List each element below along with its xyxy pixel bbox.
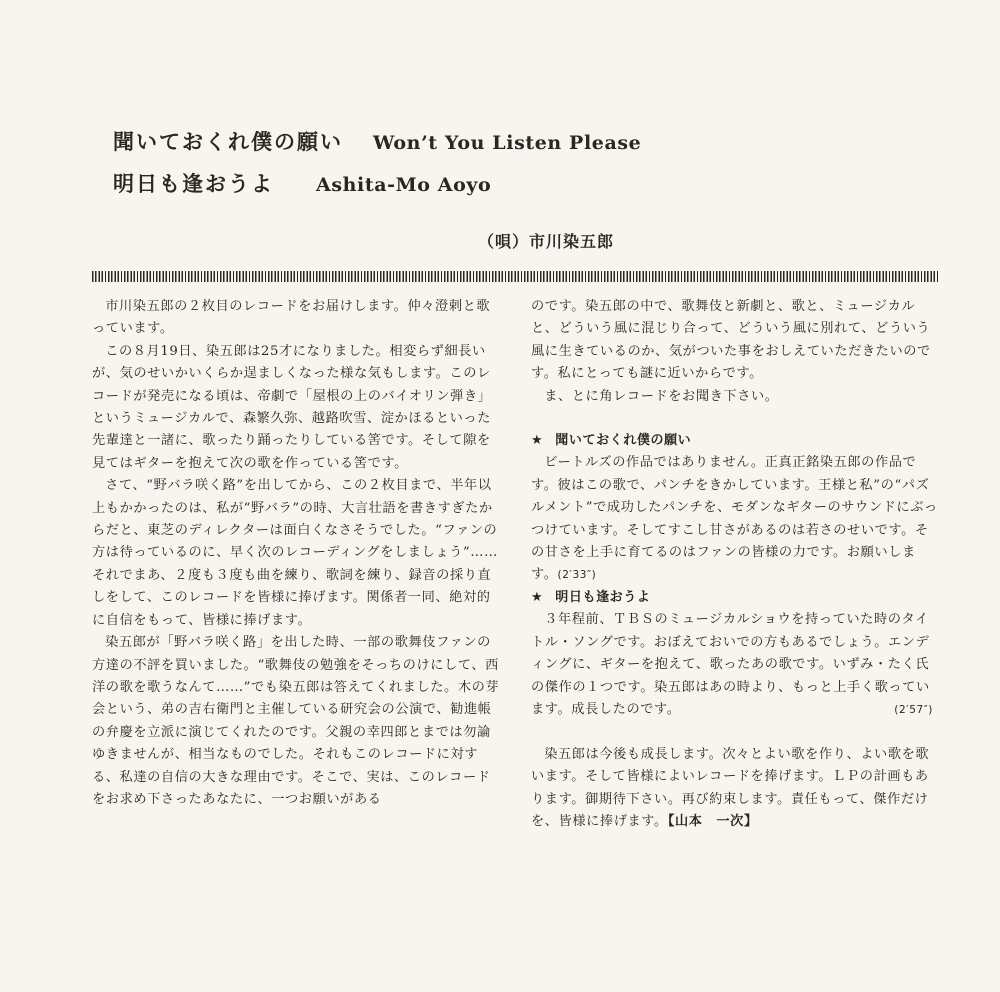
song1-heading-text: 聞いておくれ僕の願い: [555, 433, 692, 449]
star-icon: ★: [531, 589, 544, 605]
song-title-en-1: Won’t You Listen Please: [373, 132, 642, 154]
closing-paragraph: [531, 744, 941, 834]
author-credit: 【山本 一次】: [667, 813, 758, 829]
song1-duration: (2′33″): [557, 569, 597, 582]
song-title-jp-1: 聞いておくれ僕の願い: [113, 130, 343, 154]
song1-description: [531, 452, 941, 586]
paragraph: ま、とに角レコードをお聞き下さい。: [544, 388, 779, 404]
paragraph: 染五郎が「野バラ咲く路」を出した時、一部の歌舞伎ファンの方達の不評を買いました。“歌舞伎の勉強をそっちのけにして、西洋の歌を歌うなんて……”でも染五郎は答えてくれました。木の芽会という、弟の吉右衛門と主催している研究会の公演で、勧進帳の弁慶を立派に演じてくれたのです。父親の幸四郎とまでは勿論ゆきませんが、相当なものでした。それもこのレコードに対する、私達の自信の大きな理由です。そこで、実は、このレコードをお求め下さったあなたに、一つお願いがある: [92, 635, 500, 807]
right-column: [531, 296, 941, 833]
paragraph-continued: のです。染五郎の中で、歌舞伎と新劇と、歌と、ミュージカルと、どういう風に混じり合って、どういう風に別れて、どういう風に生きているのか、気がついた事をおしえていただきたいのです。私にとっても謎に近いからです。: [531, 299, 931, 382]
title-row-1: [113, 126, 641, 168]
song2-heading: [531, 587, 941, 609]
title-row-2: [113, 168, 641, 210]
star-icon: ★: [531, 433, 544, 449]
left-column: [92, 296, 502, 811]
paragraph: 市川染五郎の２枚目のレコードをお届けします。仲々澄剌と歌っています。: [92, 299, 491, 337]
singer-credit: （唄）市川染五郎: [478, 232, 615, 251]
song2-duration: (2′57″): [894, 704, 933, 717]
spacer: [531, 722, 941, 744]
song2-description: ３年程前、ＴＢＳのミュージカルショウを持っていた時のタイトル・ソングです。おぼえておいでの方もあるでしょう。エンディングに、ギターを抱えて、歌ったあの歌です。いずみ・たく氏の傑作の１つです。染五郎はあの時より、もっと上手く歌っています。成長したのです。: [531, 612, 930, 717]
song1-text: ビートルズの作品ではありません。正真正銘染五郎の作品です。彼はこの歌で、パンチをきかしています。王様と私”の“パズルメント”で成功したパンチを、モダンなギターのサウンドにぶっつけています。そしてすこし甘さがあるのは若さのせいです。その甘さを上手に育てるのはファンの皆様の力です。お願いします。: [531, 455, 938, 583]
song2-heading-text: 明日も逢おうよ: [555, 589, 651, 605]
paragraph: さて、“野バラ咲く路”を出してから、この２枚目まで、半年以上もかかったのは、私が“野バラ”の時、大言壮語を書きすぎたからだと、東芝のディレクターは面白くなさそうでした。“ファンの方は待っているのに、早く次のレコーディングをしましょう”……それでまあ、２度も３度も曲を練り、歌詞を練り、録音の採り直しをして、このレコードを皆様に捧げます。関係者一同、絶対的に自信をもって、皆様に捧げます。: [92, 478, 498, 628]
spacer: [531, 408, 941, 430]
paragraph: この８月19日、染五郎は25才になりました。相変らず細長いが、気のせいかいくらか逞ましくなった様な気もします。このレコードが発売になる頃は、帝劇で「屋根の上のバイオリン弾き」というミュージカルで、森繁久弥、越路吹雪、淀かほるといった先輩達と一諸に、歌ったり踊ったりしている筈です。そして隙を見てはギターを抱えて次の歌を作っている筈です。: [92, 343, 492, 471]
title-block: [113, 126, 641, 210]
closing-text: 染五郎は今後も成長します。次々とよい歌を作り、よい歌を歌います。そして皆様によいレコードを捧げます。ＬＰの計画もあります。御期待下さい。再び約束します。責任もって、傑作だけを、皆様に捧げます。: [531, 746, 930, 829]
song-title-jp-2: 明日も逢おうよ: [113, 172, 274, 196]
song-title-en-2: Ashita-Mo Aoyo: [316, 174, 492, 196]
hatched-divider: [92, 271, 940, 282]
song1-heading: [531, 430, 941, 452]
